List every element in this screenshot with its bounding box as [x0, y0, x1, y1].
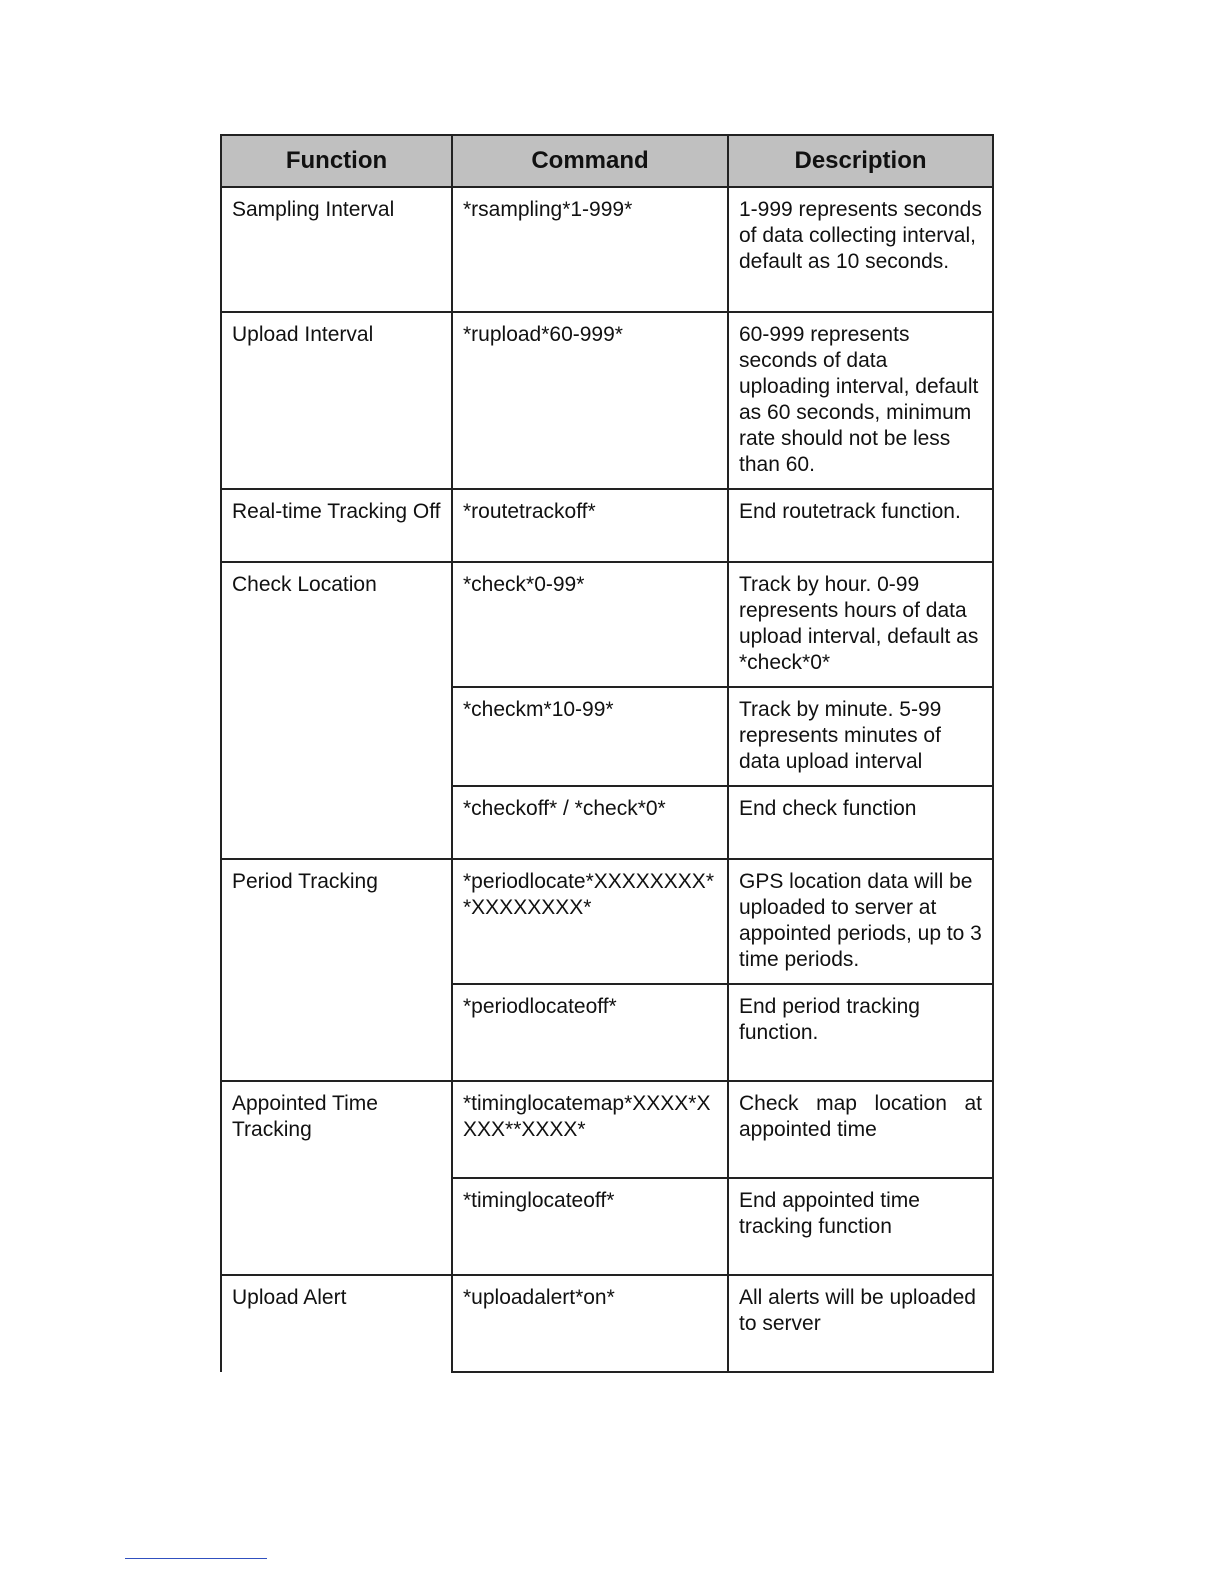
footnote-separator: [125, 1558, 267, 1559]
table-row: [221, 859, 993, 984]
description-cell: 60-999 represents seconds of data uploading interval, default as 60 seconds, minimum rate should not be less than 60.: [728, 312, 993, 489]
function-cell: Check Location: [221, 562, 452, 859]
command-cell: *checkoff* / *check*0*: [452, 786, 728, 859]
table-row: [221, 312, 993, 489]
function-cell: Upload Alert: [221, 1275, 452, 1372]
header-function: Function: [221, 135, 452, 187]
description-cell: End appointed time tracking function: [728, 1178, 993, 1275]
command-cell: *routetrackoff*: [452, 489, 728, 562]
command-cell: *timinglocateoff*: [452, 1178, 728, 1275]
table-row: [221, 187, 993, 312]
function-cell: Sampling Interval: [221, 187, 452, 312]
table-row: [221, 1275, 993, 1372]
description-cell: Track by hour. 0-99 represents hours of data upload interval, default as *check*0*: [728, 562, 993, 687]
command-cell: *timinglocatemap*XXXX*XXXX**XXXX*: [452, 1081, 728, 1178]
function-cell: Appointed Time Tracking: [221, 1081, 452, 1275]
description-cell: End check function: [728, 786, 993, 859]
table-row: [221, 562, 993, 687]
header-command: Command: [452, 135, 728, 187]
description-cell: Check map location at appointed time: [728, 1081, 993, 1178]
command-cell: *rsampling*1-999*: [452, 187, 728, 312]
function-cell: Real-time Tracking Off: [221, 489, 452, 562]
description-cell: End routetrack function.: [728, 489, 993, 562]
header-row: [221, 135, 993, 187]
command-cell: *periodlocateoff*: [452, 984, 728, 1081]
command-cell: *rupload*60-999*: [452, 312, 728, 489]
description-cell: Track by minute. 5-99 represents minutes of data upload interval: [728, 687, 993, 786]
function-cell: Upload Interval: [221, 312, 452, 489]
function-cell: Period Tracking: [221, 859, 452, 1081]
description-cell: GPS location data will be uploaded to server at appointed periods, up to 3 time periods.: [728, 859, 993, 984]
command-cell: *uploadalert*on*: [452, 1275, 728, 1372]
command-cell: *periodlocate*XXXXXXXX**XXXXXXXX*: [452, 859, 728, 984]
description-cell: End period tracking function.: [728, 984, 993, 1081]
description-cell: All alerts will be uploaded to server: [728, 1275, 993, 1372]
description-cell: 1-999 represents seconds of data collecting interval, default as 10 seconds.: [728, 187, 993, 312]
table-row: [221, 489, 993, 562]
table-row: [221, 1081, 993, 1178]
command-cell: *checkm*10-99*: [452, 687, 728, 786]
command-table: [220, 134, 994, 1373]
command-cell: *check*0-99*: [452, 562, 728, 687]
header-description: Description: [728, 135, 993, 187]
